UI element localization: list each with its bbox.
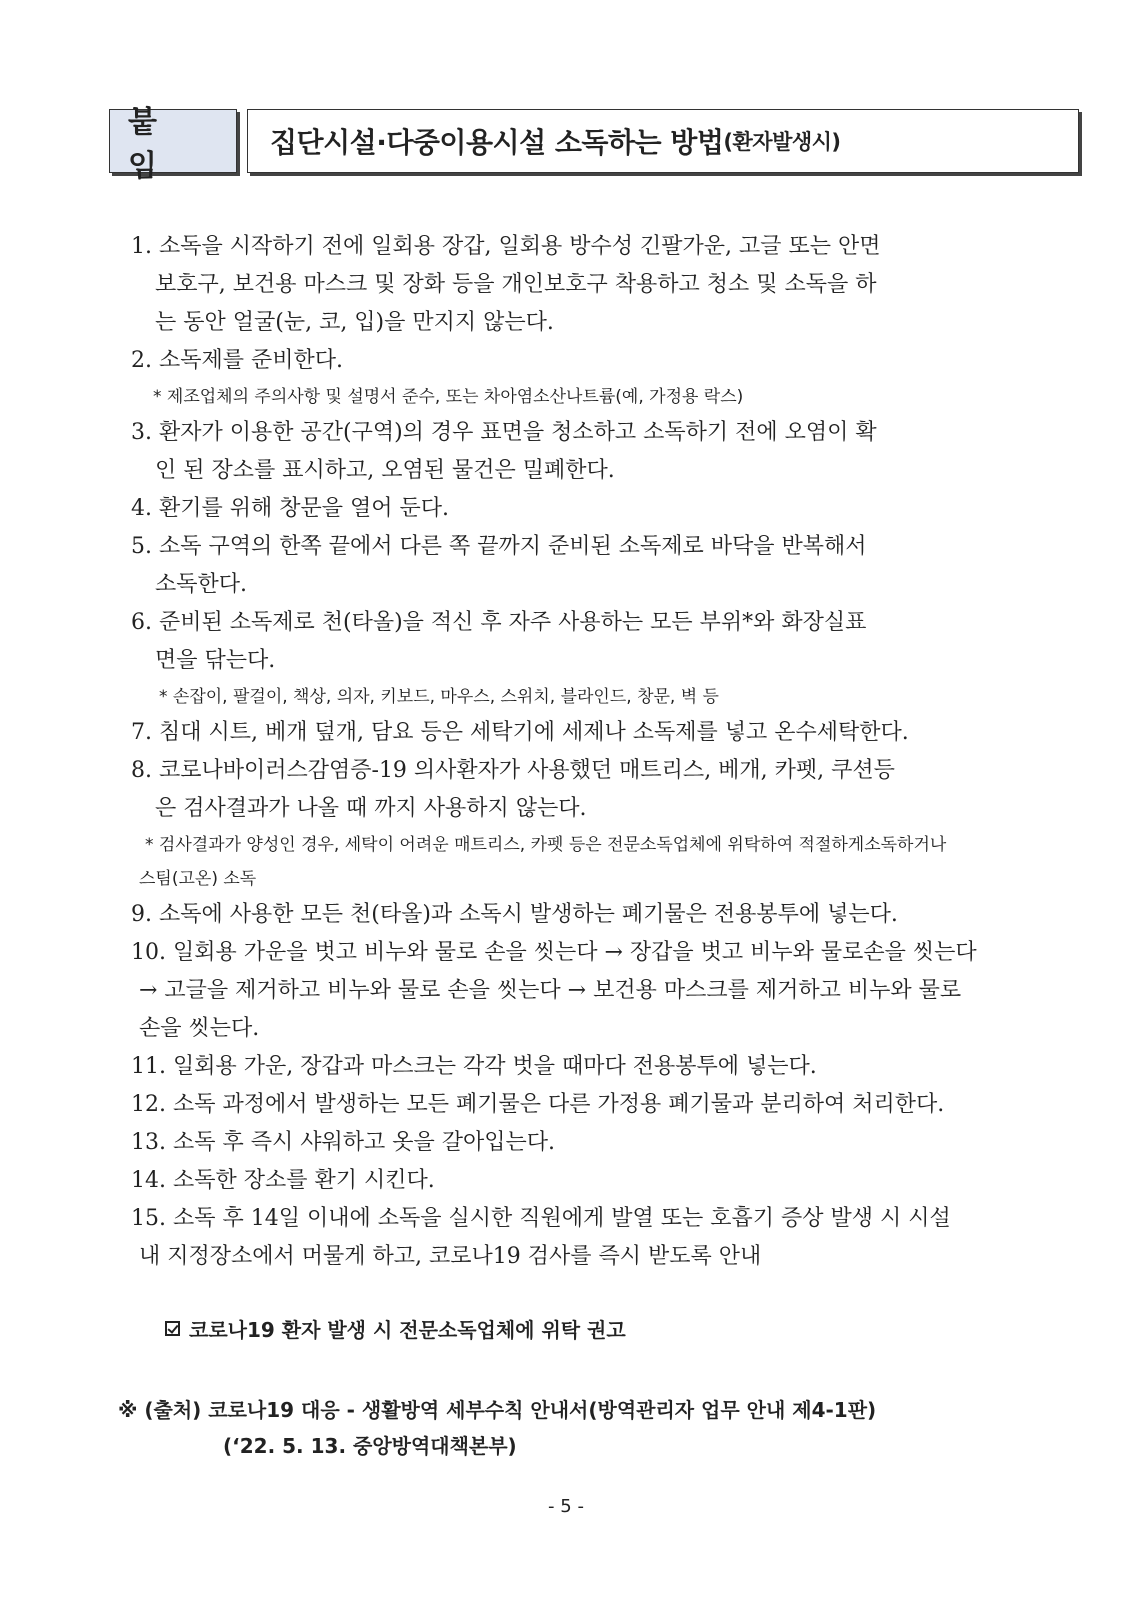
- step-8-note-line-2: 스팀(고온) 소독: [139, 869, 257, 889]
- step-8-note-line-1: * 검사결과가 양성인 경우, 세탁이 어려운 매트리스, 카펫 등은 전문소독업체에 위탁하여 적절하게소독하거나: [145, 835, 947, 855]
- step-1-line-1: 1. 소독을 시작하기 전에 일회용 장갑, 일회용 방수성 긴팔가운, 고글 또는 안면: [131, 234, 881, 259]
- title-sub: (환자발생시): [723, 130, 841, 154]
- attachment-header: [109, 105, 1079, 184]
- step-9: 9. 소독에 사용한 모든 천(타올)과 소독시 발생하는 폐기물은 전용봉투에 넣는다.: [131, 902, 898, 927]
- step-8-line-2: 은 검사결과가 나올 때 까지 사용하지 않는다.: [155, 796, 587, 821]
- step-10-line-2: → 고글을 제거하고 비누와 물로 손을 씻는다 → 보건용 마스크를 제거하고 비누와 물로: [139, 978, 962, 1003]
- step-2: 2. 소독제를 준비한다.: [131, 348, 343, 373]
- step-6-line-2: 면을 닦는다.: [155, 648, 276, 673]
- title-main: 집단시설·다중이용시설 소독하는 방법: [270, 126, 724, 159]
- step-6-note: * 손잡이, 팔걸이, 책상, 의자, 키보드, 마우스, 스위치, 블라인드, 창문, 벽 등: [159, 687, 719, 707]
- step-15-line-1: 15. 소독 후 14일 이내에 소독을 실시한 직원에게 발열 또는 호흡기 증상 발생 시 시설: [131, 1206, 951, 1231]
- step-12: 12. 소독 과정에서 발생하는 모든 폐기물은 다른 가정용 폐기물과 분리하여 처리한다.: [131, 1092, 945, 1117]
- step-7: 7. 침대 시트, 베개 덮개, 담요 등은 세탁기에 세제나 소독제를 넣고 온수세탁한다.: [131, 720, 909, 745]
- step-5-line-2: 소독한다.: [155, 572, 248, 597]
- step-2-note: * 제조업체의 주의사항 및 설명서 준수, 또는 차아염소산나트륨(예, 가정용 락스): [153, 387, 744, 407]
- checkbox-icon: [165, 1321, 180, 1336]
- attachment-tag: 붙 임: [109, 109, 237, 173]
- source-line-2: (‘22. 5. 13. 중앙방역대책본부): [223, 1434, 517, 1458]
- recommendation-text: 코로나19 환자 발생 시 전문소독업체에 위탁 권고: [189, 1318, 626, 1342]
- source-line-1: ※ (출처) 코로나19 대응 - 생활방역 세부수칙 안내서(방역관리자 업무 안내 제4-1판): [118, 1398, 877, 1422]
- procedure-list: [131, 228, 1042, 1276]
- step-10-line-3: 손을 씻는다.: [139, 1016, 260, 1041]
- step-1-line-3: 는 동안 얼굴(눈, 코, 입)을 만지지 않는다.: [155, 310, 554, 335]
- recommendation: [165, 1314, 626, 1343]
- step-10-line-1: 10. 일회용 가운을 벗고 비누와 물로 손을 씻는다 → 장갑을 벗고 비누와 물로손을 씻는다: [131, 940, 977, 965]
- step-14: 14. 소독한 장소를 환기 시킨다.: [131, 1168, 435, 1193]
- step-3-line-1: 3. 환자가 이용한 공간(구역)의 경우 표면을 청소하고 소독하기 전에 오염이 확: [131, 420, 877, 445]
- step-6-line-1: 6. 준비된 소독제로 천(타올)을 적신 후 자주 사용하는 모든 부위*와 화장실표: [131, 610, 867, 635]
- step-8-line-1: 8. 코로나바이러스감염증-19 의사환자가 사용했던 매트리스, 베개, 카펫, 쿠션등: [131, 758, 895, 783]
- step-3-line-2: 인 된 장소를 표시하고, 오염된 물건은 밀폐한다.: [155, 458, 615, 483]
- step-5-line-1: 5. 소독 구역의 한쪽 끝에서 다른 쪽 끝까지 준비된 소독제로 바닥을 반복해서: [131, 534, 867, 559]
- page-number: - 5 -: [548, 1496, 584, 1517]
- step-15-line-2: 내 지정장소에서 머물게 하고, 코로나19 검사를 즉시 받도록 안내: [139, 1244, 762, 1269]
- step-13: 13. 소독 후 즉시 샤워하고 옷을 갈아입는다.: [131, 1130, 555, 1155]
- step-1-line-2: 보호구, 보건용 마스크 및 장화 등을 개인보호구 착용하고 청소 및 소독을 하: [155, 272, 877, 297]
- page-title: [247, 109, 1079, 173]
- step-11: 11. 일회용 가운, 장갑과 마스크는 각각 벗을 때마다 전용봉투에 넣는다.: [131, 1054, 817, 1079]
- step-4: 4. 환기를 위해 창문을 열어 둔다.: [131, 496, 449, 521]
